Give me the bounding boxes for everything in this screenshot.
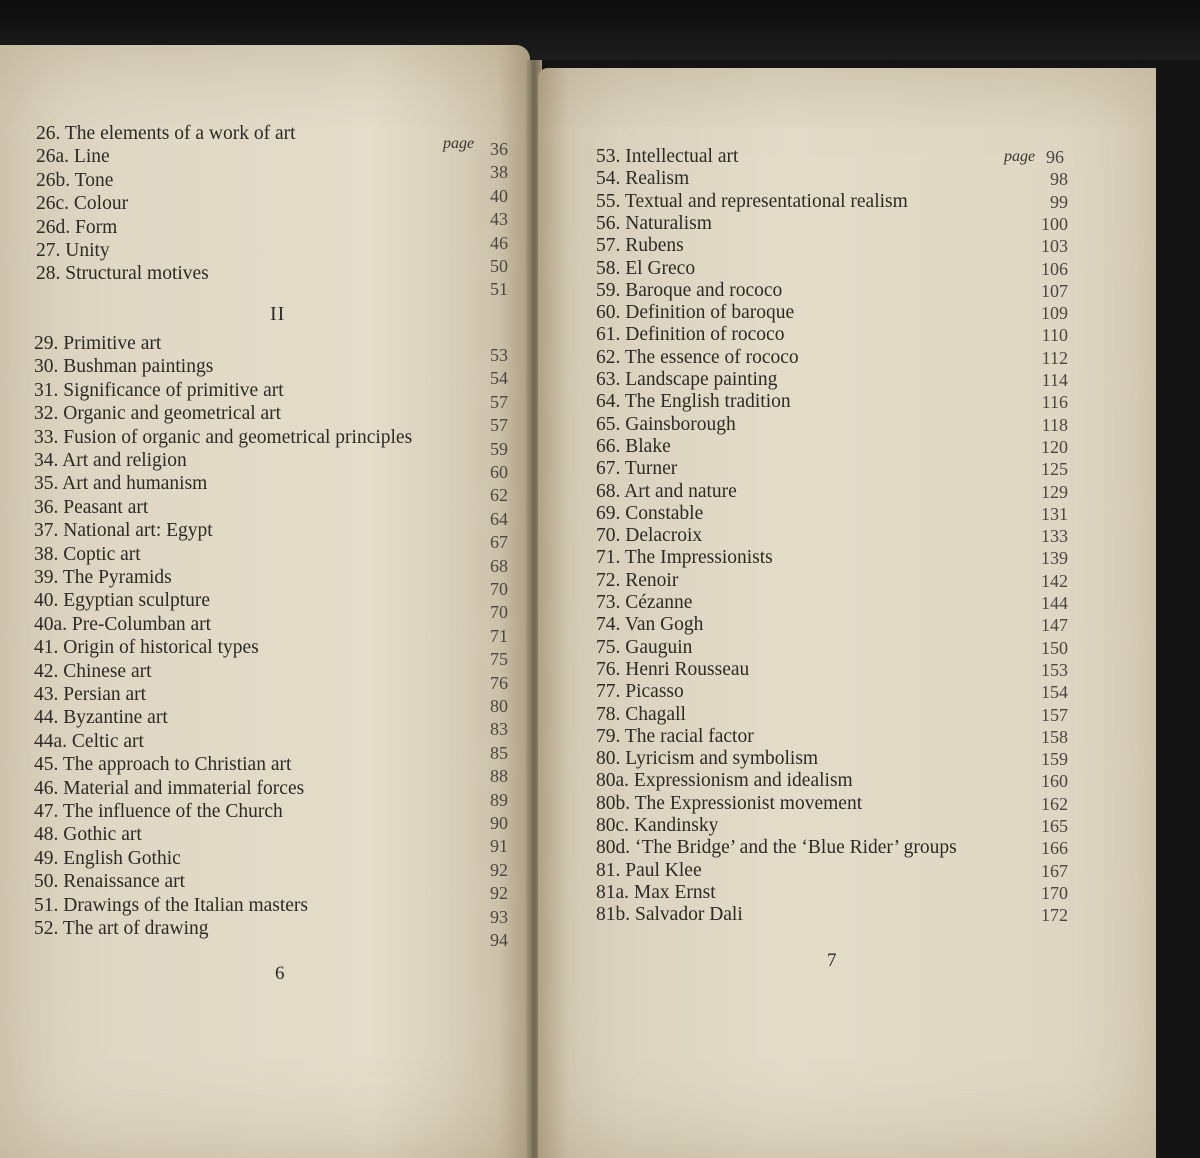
toc-entry: 80. Lyricism and symbolism <box>596 748 819 770</box>
page-number: 54 <box>490 368 508 389</box>
page-number: 43 <box>490 209 508 230</box>
toc-entry: 26a. Line <box>36 146 110 168</box>
page-number: 157 <box>1041 704 1068 725</box>
page-number: 116 <box>1041 392 1068 413</box>
toc-entry: 30. Bushman paintings <box>34 356 214 378</box>
toc-entry: 71. The Impressionists <box>596 547 773 569</box>
toc-entry: 77. Picasso <box>596 681 684 703</box>
toc-entry: 26b. Tone <box>36 169 114 191</box>
toc-entry: 27. Unity <box>36 240 110 261</box>
left-page-label: page <box>443 135 475 152</box>
page-number: 99 <box>1050 191 1068 212</box>
page-number: 139 <box>1041 548 1068 569</box>
page-number: 59 <box>490 438 508 459</box>
page-number: 57 <box>490 391 508 412</box>
page-number: 85 <box>490 742 508 763</box>
toc-entry: 41. Origin of historical types <box>34 637 259 659</box>
toc-entry: 37. National art: Egypt <box>34 520 213 542</box>
page-number: 57 <box>490 415 508 436</box>
toc-entry: 63. Landscape painting <box>596 369 778 390</box>
toc-entry: 68. Art and nature <box>596 480 737 502</box>
page-number: 144 <box>1041 593 1068 613</box>
page-number: 71 <box>490 625 508 646</box>
toc-entry: 79. The racial factor <box>596 725 754 747</box>
toc-entry: 47. The influence of the Church <box>34 801 283 822</box>
toc-entry: 34. Art and religion <box>34 450 187 471</box>
toc-entry: 28. Structural motives <box>36 263 209 285</box>
toc-entry: 48. Gothic art <box>34 824 142 846</box>
toc-entry: 64. The English tradition <box>596 391 791 413</box>
toc-entry: 40a. Pre-Columban art <box>34 613 212 635</box>
toc-entry: 35. Art and humanism <box>34 473 208 495</box>
page-number: 46 <box>490 232 508 253</box>
toc-entry: 81a. Max Ernst <box>596 881 716 903</box>
page-number: 98 <box>1050 169 1068 190</box>
toc-entry: 56. Naturalism <box>596 212 712 234</box>
page-number: 92 <box>490 859 508 880</box>
toc-entry: 61. Definition of rococo <box>596 324 785 346</box>
toc-entry: 43. Persian art <box>34 684 147 705</box>
page-number: 70 <box>490 579 508 599</box>
page-number: 36 <box>490 139 508 159</box>
page-number: 162 <box>1041 793 1068 814</box>
page-number: 38 <box>490 162 508 183</box>
toc-entry: 73. Cézanne <box>596 592 693 613</box>
toc-entry: 58. El Greco <box>596 257 696 279</box>
toc-entry: 65. Gainsborough <box>596 413 736 435</box>
page-number: 167 <box>1041 860 1068 881</box>
page-number: 159 <box>1041 749 1068 770</box>
page-number: 64 <box>490 508 508 529</box>
toc-entry: 60. Definition of baroque <box>596 302 795 324</box>
page-number: 114 <box>1041 370 1068 390</box>
toc-entry: 76. Henri Rousseau <box>596 658 750 680</box>
page-number: 110 <box>1041 325 1068 346</box>
toc-entry: 29. Primitive art <box>34 333 162 354</box>
toc-entry: 40. Egyptian sculpture <box>34 590 211 612</box>
toc-entry: 81b. Salvador Dali <box>596 904 743 926</box>
left-page <box>0 45 530 1158</box>
page-number: 60 <box>490 462 508 482</box>
toc-entry: 54. Realism <box>596 168 690 190</box>
toc-entry: 81. Paul Klee <box>596 859 702 881</box>
page-number: 53 <box>490 345 508 365</box>
toc-entry: 80a. Expressionism and idealism <box>596 770 853 792</box>
page-number: 125 <box>1041 459 1068 480</box>
page-number: 107 <box>1041 280 1068 301</box>
page-number: 166 <box>1041 838 1068 859</box>
toc-entry: 57. Rubens <box>596 235 684 257</box>
toc-entry: 80c. Kandinsky <box>596 815 719 836</box>
page-number: 96 <box>1046 147 1064 167</box>
toc-entry: 69. Constable <box>596 502 704 524</box>
toc-entry: 78. Chagall <box>596 703 686 725</box>
toc-entry: 51. Drawings of the Italian masters <box>34 894 309 916</box>
right-folio: 7 <box>827 950 837 971</box>
toc-entry: 55. Textual and representational realism <box>596 190 908 212</box>
page-number: 150 <box>1041 637 1068 658</box>
toc-entry: 32. Organic and geometrical art <box>34 403 282 425</box>
page-number: 112 <box>1041 347 1068 368</box>
toc-entry: 26c. Colour <box>36 193 129 215</box>
page-number: 91 <box>490 836 508 857</box>
page-number: 106 <box>1041 258 1068 279</box>
toc-entry: 36. Peasant art <box>34 496 149 518</box>
toc-entry: 72. Renoir <box>596 569 679 591</box>
toc-entry: 75. Gauguin <box>596 636 693 658</box>
page-number: 160 <box>1041 771 1068 792</box>
page-number: 62 <box>490 485 508 506</box>
page-number: 68 <box>490 555 508 576</box>
page-number: 154 <box>1041 682 1068 703</box>
page-number: 142 <box>1041 570 1068 591</box>
page-number: 170 <box>1041 882 1068 903</box>
page-number: 50 <box>490 256 508 276</box>
page-number: 67 <box>490 532 508 553</box>
page-number: 92 <box>490 883 508 904</box>
right-page-label: page <box>1004 148 1036 165</box>
page-number: 118 <box>1041 414 1068 435</box>
page-number: 165 <box>1041 816 1068 836</box>
toc-entry: 31. Significance of primitive art <box>34 379 284 401</box>
toc-entry: 26. The elements of a work of art <box>36 123 296 144</box>
toc-entry: 67. Turner <box>596 458 678 480</box>
page-number: 88 <box>490 766 508 787</box>
toc-entry: 44a. Celtic art <box>34 730 144 752</box>
page-number: 109 <box>1041 303 1068 324</box>
page-number: 172 <box>1041 905 1068 926</box>
toc-entry: 59. Baroque and rococo <box>596 279 783 301</box>
page-number: 94 <box>490 930 508 950</box>
toc-entry: 80b. The Expressionist movement <box>596 792 863 814</box>
toc-entry: 74. Van Gogh <box>596 614 704 636</box>
page-number: 80 <box>490 696 508 716</box>
page-number: 51 <box>490 279 508 300</box>
page-number: 129 <box>1041 481 1068 502</box>
toc-entry: 45. The approach to Christian art <box>34 754 292 776</box>
page-number: 153 <box>1041 659 1068 680</box>
page-number: 147 <box>1041 615 1068 636</box>
page-number: 120 <box>1041 436 1068 457</box>
toc-entry: 62. The essence of rococo <box>596 346 799 368</box>
left-folio: 6 <box>275 963 285 984</box>
toc-entry: 46. Material and immaterial forces <box>34 777 305 799</box>
page-number: 70 <box>490 602 508 623</box>
toc-entry: 38. Coptic art <box>34 543 141 565</box>
page-number: 103 <box>1041 236 1068 257</box>
toc-entry: 70. Delacroix <box>596 525 703 547</box>
page-number: 75 <box>490 649 508 670</box>
toc-entry: 80d. ‘The Bridge’ and the ‘Blue Rider’ groups <box>596 837 957 859</box>
page-number: 76 <box>490 672 508 693</box>
page-number: 100 <box>1041 213 1068 234</box>
toc-entry: 33. Fusion of organic and geometrical principles <box>34 426 413 448</box>
page-number: 158 <box>1041 726 1068 747</box>
page-number: 89 <box>490 789 508 810</box>
toc-entry: 49. English Gothic <box>34 847 181 869</box>
toc-entry: 26d. Form <box>36 216 118 238</box>
section-heading: II <box>270 303 286 325</box>
toc-entry: 50. Renaissance art <box>34 871 186 893</box>
page-number: 93 <box>490 906 508 927</box>
toc-entry: 52. The art of drawing <box>34 918 209 939</box>
page-number: 131 <box>1041 503 1068 524</box>
right-page <box>538 68 1156 1158</box>
page-number: 133 <box>1041 526 1068 547</box>
page-number: 83 <box>490 719 508 740</box>
toc-entry: 42. Chinese art <box>34 660 152 682</box>
toc-entry: 39. The Pyramids <box>34 567 172 588</box>
toc-entry: 66. Blake <box>596 435 671 457</box>
page-number: 40 <box>490 185 508 206</box>
page-number: 90 <box>490 813 508 833</box>
toc-entry: 53. Intellectual art <box>596 146 739 167</box>
toc-entry: 44. Byzantine art <box>34 707 168 729</box>
